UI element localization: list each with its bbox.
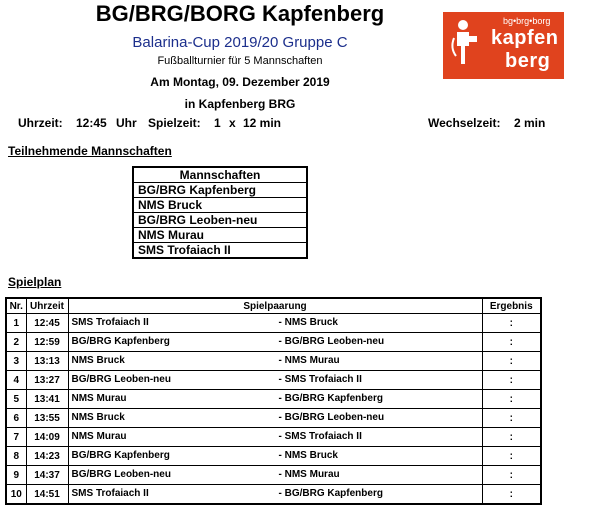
team-name: BG/BRG Leoben-neu bbox=[133, 213, 307, 228]
away-team-name: NMS Murau bbox=[284, 469, 340, 480]
match-pairing bbox=[68, 466, 482, 485]
match-result: : bbox=[482, 466, 541, 485]
match-result: : bbox=[482, 352, 541, 371]
match-result: : bbox=[482, 447, 541, 466]
table-row bbox=[6, 333, 541, 352]
match-number: 10 bbox=[6, 485, 26, 505]
away-team-name: BG/BRG Leoben-neu bbox=[284, 412, 385, 423]
team-name: BG/BRG Kapfenberg bbox=[133, 183, 307, 198]
match-time: 14:51 bbox=[26, 485, 68, 505]
uhrzeit-value: 12:45 bbox=[76, 116, 107, 130]
match-number: 1 bbox=[6, 314, 26, 333]
match-pairing bbox=[68, 314, 482, 333]
away-team: - NMS Bruck bbox=[278, 450, 338, 461]
away-team: - BG/BRG Leoben-neu bbox=[278, 412, 385, 423]
col-header-result: Ergebnis bbox=[482, 298, 541, 314]
match-pairing bbox=[68, 352, 482, 371]
match-result: : bbox=[482, 333, 541, 352]
match-number: 3 bbox=[6, 352, 26, 371]
team-name: NMS Murau bbox=[133, 228, 307, 243]
spielzeit-label: Spielzeit: bbox=[148, 116, 201, 130]
match-time: 13:55 bbox=[26, 409, 68, 428]
match-number: 7 bbox=[6, 428, 26, 447]
match-pairing bbox=[68, 390, 482, 409]
home-team: NMS Murau bbox=[71, 431, 127, 442]
tournament-description: Fußballturnier für 5 Mannschaften bbox=[157, 55, 323, 67]
table-row bbox=[6, 409, 541, 428]
match-number: 5 bbox=[6, 390, 26, 409]
cup-subtitle: Balarina-Cup 2019/20 Gruppe C bbox=[132, 34, 348, 51]
away-team: - NMS Bruck bbox=[278, 317, 338, 328]
away-team: - SMS Trofaiach II bbox=[278, 431, 362, 442]
away-team-name: BG/BRG Kapfenberg bbox=[284, 488, 383, 499]
away-team: - NMS Murau bbox=[278, 355, 340, 366]
home-team: BG/BRG Kapfenberg bbox=[71, 336, 170, 347]
home-team: NMS Bruck bbox=[71, 412, 125, 423]
away-team: - SMS Trofaiach II bbox=[278, 374, 362, 385]
home-team: BG/BRG Leoben-neu bbox=[71, 374, 171, 385]
table-row bbox=[6, 390, 541, 409]
away-team-name: NMS Murau bbox=[284, 355, 340, 366]
uhr-label: Uhr bbox=[116, 116, 137, 130]
table-row bbox=[6, 371, 541, 390]
col-header-nr: Nr. bbox=[6, 298, 26, 314]
col-header-pair: Spielpaarung bbox=[68, 298, 482, 314]
match-result: : bbox=[482, 409, 541, 428]
match-pairing bbox=[68, 447, 482, 466]
away-team-name: BG/BRG Kapfenberg bbox=[284, 393, 383, 404]
match-number: 9 bbox=[6, 466, 26, 485]
away-team-name: NMS Bruck bbox=[284, 317, 338, 328]
event-date: Am Montag, 09. Dezember 2019 bbox=[150, 75, 330, 89]
team-name: NMS Bruck bbox=[133, 198, 307, 213]
home-team: NMS Murau bbox=[71, 393, 127, 404]
match-time: 12:45 bbox=[26, 314, 68, 333]
match-number: 6 bbox=[6, 409, 26, 428]
match-result: : bbox=[482, 428, 541, 447]
wechselzeit-label: Wechselzeit: bbox=[428, 116, 501, 130]
table-row bbox=[6, 485, 541, 505]
team-name: SMS Trofaiach II bbox=[133, 243, 307, 259]
table-row bbox=[6, 447, 541, 466]
match-pairing bbox=[68, 485, 482, 505]
event-location: in Kapfenberg BRG bbox=[184, 97, 296, 111]
teams-table bbox=[132, 166, 308, 259]
away-team-name: NMS Bruck bbox=[284, 450, 338, 461]
table-row bbox=[6, 314, 541, 333]
away-team-name: SMS Trofaiach II bbox=[284, 431, 362, 442]
away-team: - NMS Murau bbox=[278, 469, 340, 480]
away-team-name: BG/BRG Leoben-neu bbox=[284, 336, 385, 347]
spielzeit-x: x bbox=[229, 116, 236, 130]
home-team: NMS Bruck bbox=[71, 355, 125, 366]
away-team-name: SMS Trofaiach II bbox=[284, 374, 362, 385]
home-team: SMS Trofaiach II bbox=[71, 488, 149, 499]
match-pairing bbox=[68, 428, 482, 447]
match-result: : bbox=[482, 371, 541, 390]
table-row bbox=[6, 428, 541, 447]
spielzeit-count: 1 bbox=[214, 116, 221, 130]
page-title: BG/BRG/BORG Kapfenberg bbox=[95, 1, 385, 26]
match-result: : bbox=[482, 314, 541, 333]
away-team: - BG/BRG Kapfenberg bbox=[278, 488, 383, 499]
match-time: 12:59 bbox=[26, 333, 68, 352]
match-pairing bbox=[68, 333, 482, 352]
logo-tagline: bg•brg•borg bbox=[503, 16, 551, 26]
logo-line1: kapfen bbox=[491, 27, 559, 49]
col-header-time: Uhrzeit bbox=[26, 298, 68, 314]
match-time: 13:13 bbox=[26, 352, 68, 371]
match-time: 14:09 bbox=[26, 428, 68, 447]
schedule-section-heading: Spielplan bbox=[8, 275, 62, 289]
match-number: 8 bbox=[6, 447, 26, 466]
away-team: - BG/BRG Kapfenberg bbox=[278, 393, 383, 404]
logo-line2: berg bbox=[505, 50, 551, 72]
match-time: 14:37 bbox=[26, 466, 68, 485]
school-logo bbox=[443, 12, 564, 79]
home-team: BG/BRG Kapfenberg bbox=[71, 450, 170, 461]
table-row bbox=[6, 466, 541, 485]
match-time: 14:23 bbox=[26, 447, 68, 466]
teams-section-heading: Teilnehmende Mannschaften bbox=[8, 144, 172, 158]
match-time: 13:41 bbox=[26, 390, 68, 409]
home-team: SMS Trofaiach II bbox=[71, 317, 149, 328]
table-row bbox=[6, 352, 541, 371]
uhrzeit-label: Uhrzeit: bbox=[18, 116, 63, 130]
match-time: 13:27 bbox=[26, 371, 68, 390]
away-team: - BG/BRG Leoben-neu bbox=[278, 336, 385, 347]
match-pairing bbox=[68, 409, 482, 428]
teams-header: Mannschaften bbox=[133, 167, 307, 183]
match-result: : bbox=[482, 485, 541, 505]
match-result: : bbox=[482, 390, 541, 409]
schedule-table bbox=[5, 297, 542, 505]
match-number: 2 bbox=[6, 333, 26, 352]
home-team: BG/BRG Leoben-neu bbox=[71, 469, 171, 480]
wechselzeit-value: 2 min bbox=[514, 116, 546, 130]
spielzeit-value: 12 min bbox=[243, 116, 282, 130]
match-pairing bbox=[68, 371, 482, 390]
match-number: 4 bbox=[6, 371, 26, 390]
